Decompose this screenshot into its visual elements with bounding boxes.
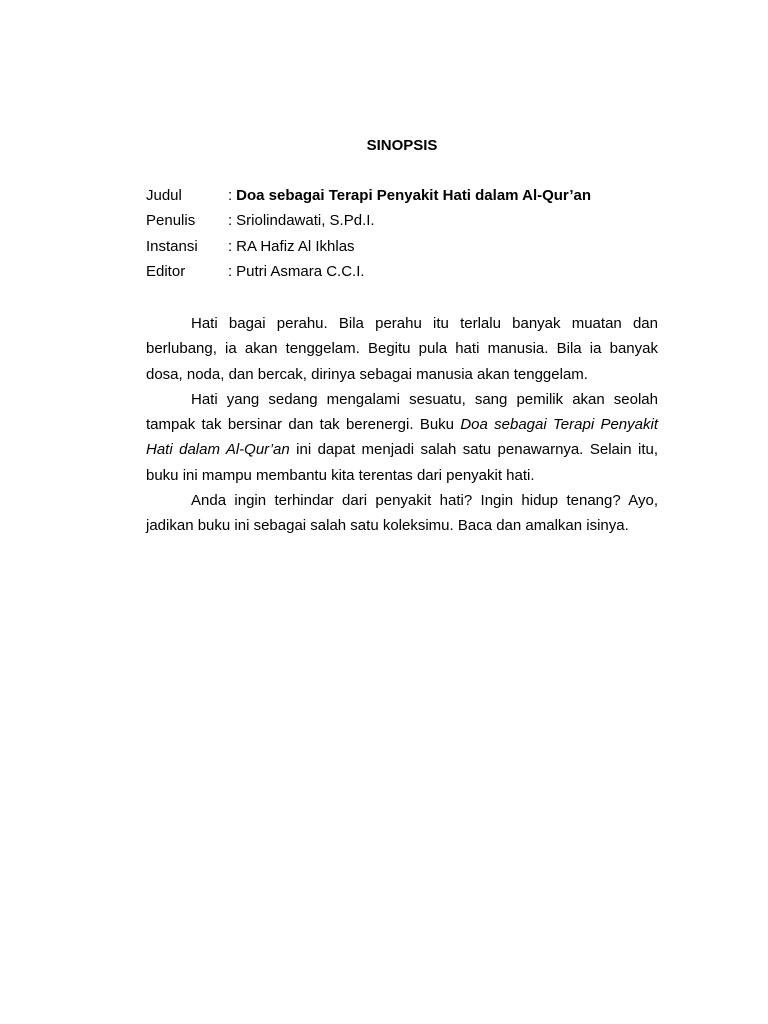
- metadata-value-institution: RA Hafiz Al Ikhlas: [236, 237, 355, 255]
- metadata-colon: :: [228, 237, 233, 255]
- metadata-value-title: Doa sebagai Terapi Penyakit Hati dalam Al-Qur’an: [236, 187, 592, 204]
- metadata-label: Instansi: [146, 237, 198, 255]
- paragraph-text: ini dapat menjadi salah satu penawarnya. Selain itu, buku ini mampu membantu kita terentas dari penyakit hati.: [146, 441, 658, 484]
- paragraph-text: Hati yang sedang mengalami sesuatu, sang pemilik akan seolah tampak tak bersinar dan tak berenergi. Buku: [146, 390, 658, 434]
- synopsis-paragraph-2: [146, 387, 658, 488]
- book-title-italic: Doa sebagai Terapi Penyakit Hati dalam Al-Qur’an: [146, 416, 658, 459]
- synopsis-paragraph-1: Hati bagai perahu. Bila perahu itu terlalu banyak muatan dan berlubang, ia akan tenggelam. Begitu pula hati manusia. Bila ia banyak dosa, noda, dan bercak, dirinya sebagai manusia akan tenggelam.: [146, 315, 658, 383]
- metadata-value-editor: Putri Asmara C.C.I.: [236, 262, 365, 280]
- document-title: SINOPSIS: [366, 137, 438, 154]
- metadata-block: [146, 186, 666, 287]
- metadata-row-judul: [146, 186, 666, 211]
- synopsis-body: [146, 311, 658, 539]
- metadata-label: Editor: [146, 262, 186, 280]
- synopsis-paragraph-3: Anda ingin terhindar dari penyakit hati? Ingin hidup tenang? Ayo, jadikan buku ini sebagai salah satu koleksimu. Baca dan amalkan isinya.: [146, 492, 658, 535]
- metadata-colon: :: [228, 212, 233, 230]
- metadata-row-penulis: [146, 211, 666, 236]
- metadata-row-instansi: [146, 237, 666, 262]
- metadata-row-editor: [146, 262, 666, 287]
- metadata-colon: :: [228, 262, 233, 280]
- metadata-colon: :: [228, 187, 233, 204]
- metadata-value-author: Sriolindawati, S.Pd.I.: [236, 212, 375, 230]
- metadata-label: Penulis: [146, 212, 196, 230]
- metadata-label: Judul: [146, 187, 182, 204]
